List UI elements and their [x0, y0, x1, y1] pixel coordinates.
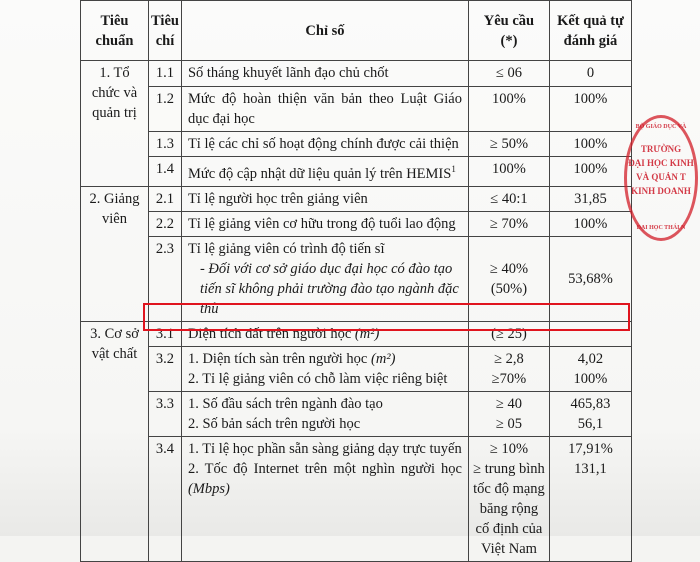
indicator-text: Mức độ hoàn thiện văn bản theo Luật Giáo dục đại học	[181, 87, 468, 132]
indicator-cell	[181, 436, 468, 561]
result-value: 31,85	[549, 186, 631, 211]
stamp-ring-text: BỘ GIÁO DỤC VÀ	[635, 124, 687, 130]
criterion-id: 2.1	[149, 186, 182, 211]
requirement-cell	[468, 346, 549, 391]
indicator-text: Tỉ lệ giảng viên có trình độ tiến sĩ	[187, 240, 385, 257]
red-seal-stamp	[624, 115, 698, 241]
indicator-unit: (Mbps)	[187, 480, 230, 497]
requirement-value: ≥ 05	[495, 415, 522, 432]
result-value: 100%	[549, 87, 631, 132]
indicator-text: Diện tích đất trên người học	[187, 325, 352, 342]
criterion-id: 3.1	[149, 321, 182, 346]
indicator-text: Tỉ lệ giảng viên cơ hữu trong độ tuổi lao động	[181, 211, 468, 236]
result-value: 465,83	[570, 395, 611, 412]
requirement-value: 100%	[468, 87, 549, 132]
criterion-id: 2.2	[149, 211, 182, 236]
result-value: 0	[549, 61, 631, 87]
table-row	[81, 346, 632, 391]
table-row	[81, 436, 632, 561]
table-row	[81, 87, 632, 132]
requirement-value: 100%	[468, 157, 549, 187]
criterion-id: 1.4	[149, 157, 182, 187]
result-value: 131,1	[574, 460, 607, 477]
result-value: 56,1	[577, 415, 604, 432]
criterion-id: 1.1	[149, 61, 182, 87]
header-criterion: Tiêu chí	[149, 1, 182, 61]
header-standard: Tiêu chuẩn	[81, 1, 149, 61]
stamp-line: KINH DOANH	[631, 186, 691, 196]
header-result: Kết quả tự đánh giá	[549, 1, 631, 61]
criterion-id: 3.2	[149, 346, 182, 391]
header-row	[81, 1, 632, 61]
requirement-value: ≥ 70%	[468, 211, 549, 236]
result-value: 4,02	[577, 350, 604, 367]
indicator-line: 1. Tỉ lệ học phần sẵn sàng giảng dạy trực tuyến	[187, 440, 462, 457]
indicator-line: 2. Số bản sách trên người học	[187, 415, 361, 432]
indicator-text: Mức độ cập nhật dữ liệu quản lý trên HEMIS	[187, 165, 452, 182]
criterion-id: 1.2	[149, 87, 182, 132]
indicator-line: 2. Tốc độ Internet trên một nghìn người học	[187, 460, 462, 477]
criterion-id: 1.3	[149, 132, 182, 157]
result-cell	[549, 346, 631, 391]
requirement-value: ≤ 06	[468, 61, 549, 87]
table-row	[81, 391, 632, 436]
indicator-cell	[181, 346, 468, 391]
result-value: 100%	[573, 370, 608, 387]
indicator-cell	[181, 157, 468, 187]
indicator-cell	[181, 391, 468, 436]
requirement-value: ≤ 40:1	[468, 186, 549, 211]
result-value: 100%	[549, 132, 631, 157]
indicator-unit: (m²)	[354, 325, 380, 342]
table-row	[81, 186, 632, 211]
indicator-text: Số tháng khuyết lãnh đạo chủ chốt	[181, 61, 468, 87]
header-requirement: Yêu cầu (*)	[468, 1, 549, 61]
indicator-unit: (m²)	[371, 350, 396, 367]
stamp-line: ĐẠI HỌC KINH	[628, 158, 694, 168]
result-value: 100%	[549, 211, 631, 236]
result-cell	[549, 391, 631, 436]
indicator-line: 1. Số đầu sách trên ngành đào tạo	[187, 395, 383, 412]
stamp-ring-text: ĐẠI HỌC THÁI N	[636, 225, 686, 231]
criterion-id: 3.4	[149, 436, 182, 561]
indicator-text: Tỉ lệ người học trên giảng viên	[181, 186, 468, 211]
standard-cell: 3. Cơ sở vật chất	[81, 321, 149, 561]
table-row	[81, 61, 632, 87]
requirement-cell	[468, 436, 549, 561]
requirement-value: ≥ 40% (50%)	[468, 236, 549, 321]
requirement-value: ≥ 40	[495, 395, 522, 412]
requirement-value: (≥ 25)	[468, 321, 549, 346]
indicator-line: 1. Diện tích sàn trên người học	[187, 350, 368, 367]
indicator-text: Tỉ lệ các chỉ số hoạt động chính được cải thiện	[181, 132, 468, 157]
indicator-line: 2. Tỉ lệ giảng viên có chỗ làm việc riêng biệt	[187, 370, 448, 387]
footnote-marker: 1	[451, 164, 456, 174]
header-indicator: Chỉ số	[181, 1, 468, 61]
criterion-id: 2.3	[149, 236, 182, 321]
standard-cell: 1. Tổ chức và quản trị	[81, 61, 149, 187]
requirement-value: ≥ 2,8	[494, 350, 524, 367]
standard-cell: 2. Giảng viên	[81, 186, 149, 321]
requirement-value: ≥ trung bình tốc độ mạng băng rộng cố định của Việt Nam	[473, 460, 545, 557]
criteria-table	[80, 0, 632, 562]
requirement-value: ≥ 10%	[489, 440, 529, 457]
result-value: 17,91%	[568, 440, 613, 457]
requirement-cell	[468, 391, 549, 436]
table-row	[81, 211, 632, 236]
indicator-note: - Đối với cơ sở giáo dục đại học có đào tạo tiến sĩ không phải trường đào tạo ngành đặc thù	[199, 260, 459, 317]
table-row	[81, 132, 632, 157]
result-cell	[549, 436, 631, 561]
requirement-value: ≥ 50%	[468, 132, 549, 157]
stamp-line: TRƯỜNG	[640, 144, 682, 154]
stamp-line: VÀ QUẢN T	[636, 172, 686, 182]
result-value: 53,68%	[549, 236, 631, 321]
highlight-box	[143, 303, 630, 331]
criterion-id: 3.3	[149, 391, 182, 436]
table-row	[81, 157, 632, 187]
requirement-value: ≥70%	[491, 370, 527, 387]
result-value: 100%	[549, 157, 631, 187]
